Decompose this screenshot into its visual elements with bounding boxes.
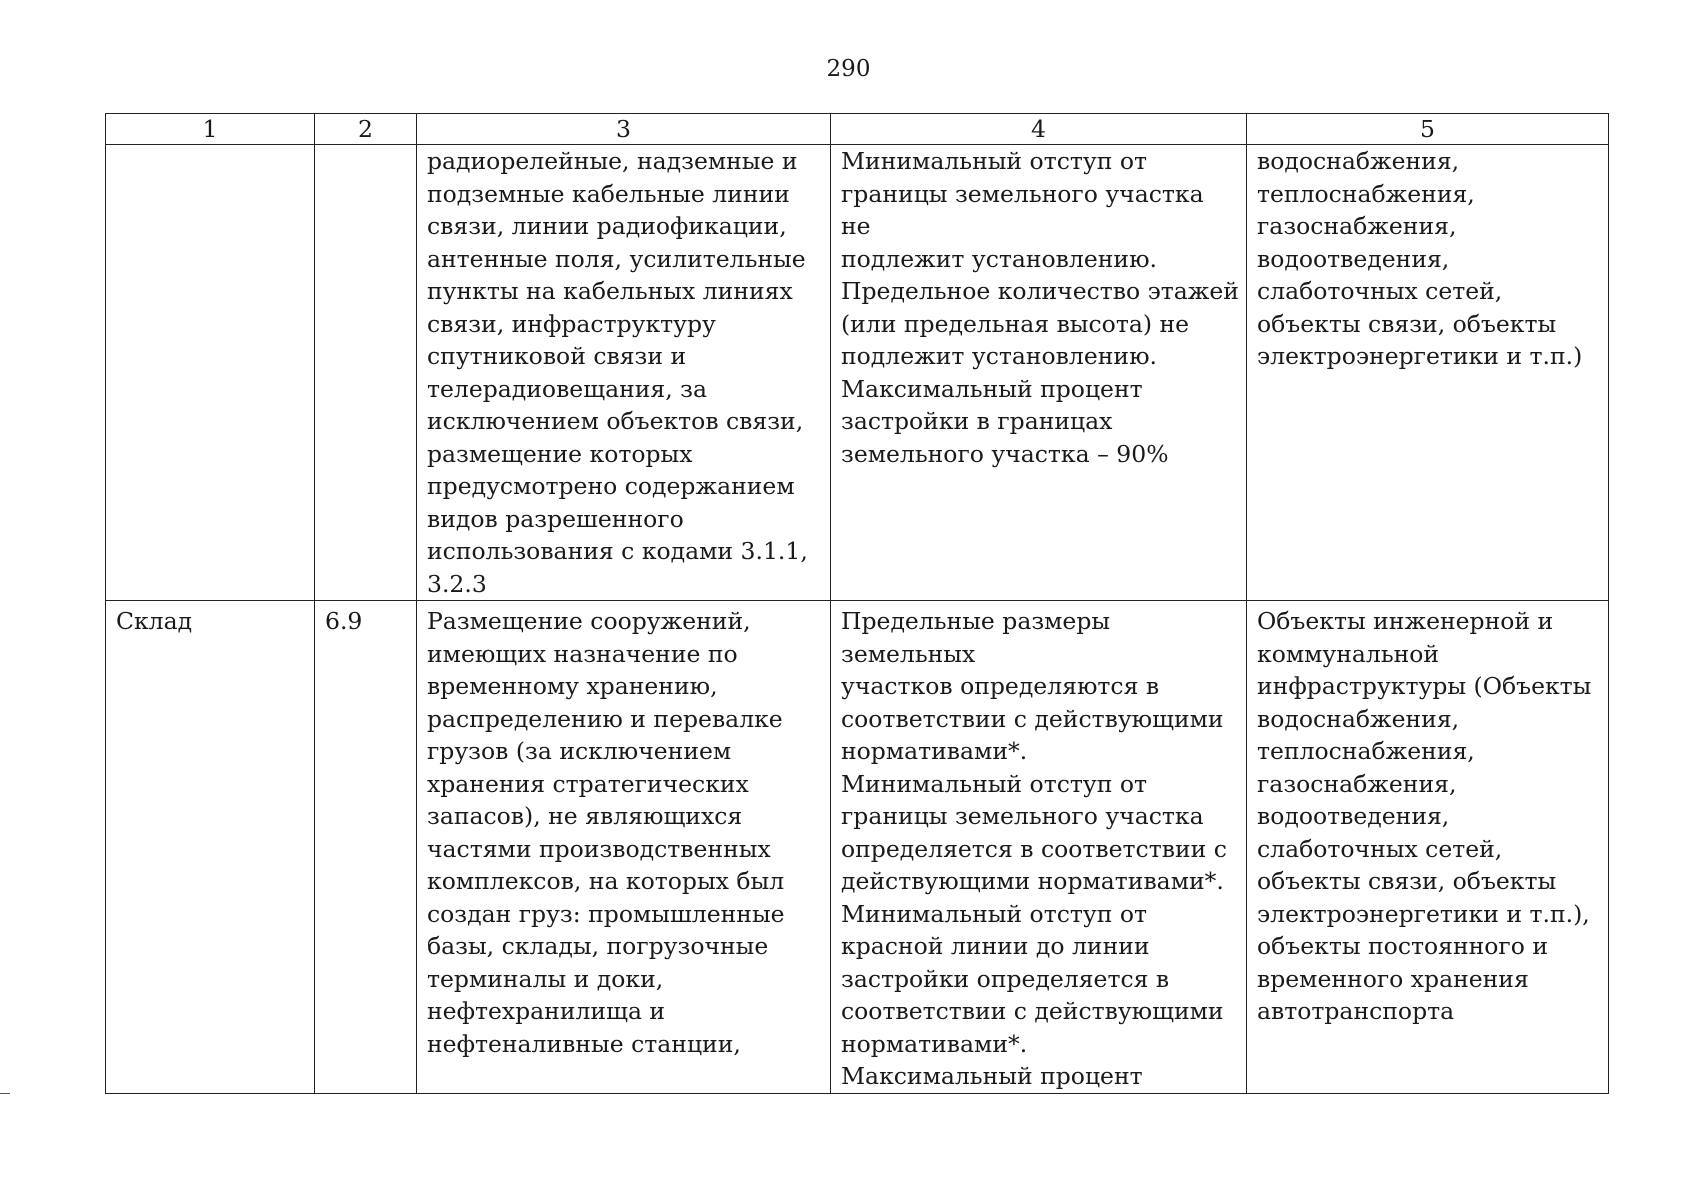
cell-parameters: Предельные размеры земельных участков определяются в соответствии с действующими нормативами*. Минимальный отступ от границы земельного участка определяется в соответствии с действующими нормативами*. Минимальный отступ от красной линии до линии застройки определяется в соответствии с действующими нормативами*. Максимальный процент [831, 601, 1247, 1094]
margin-mark [0, 1093, 10, 1094]
table-row [106, 601, 1609, 1094]
table-header-row [106, 114, 1609, 145]
cell-parameters: Минимальный отступ от границы земельного участка не подлежит установлению. Предельное количество этажей (или предельная высота) не подлежит установлению. Максимальный процент застройки в границах земельного участка – 90% [831, 145, 1247, 601]
cell-use-name [106, 145, 315, 601]
zoning-table [105, 113, 1609, 1094]
cell-use-code: 6.9 [315, 601, 417, 1094]
cell-auxiliary-uses: Объекты инженерной и коммунальной инфраструктуры (Объекты водоснабжения, теплоснабжения, газоснабжения, водоотведения, слаботочных сетей, объекты связи, объекты электроэнергетики и т.п.), объекты постоянного и временного хранения автотранспорта [1247, 601, 1609, 1094]
header-cell-1: 1 [106, 114, 315, 145]
cell-use-name: Склад [106, 601, 315, 1094]
cell-auxiliary-uses: водоснабжения, теплоснабжения, газоснабжения, водоотведения, слаботочных сетей, объекты связи, объекты электроэнергетики и т.п.) [1247, 145, 1609, 601]
header-cell-2: 2 [315, 114, 417, 145]
cell-use-description: Размещение сооружений, имеющих назначение по временному хранению, распределению и перевалке грузов (за исключением хранения стратегических запасов), не являющихся частями производственных комплексов, на которых был создан груз: промышленные базы, склады, погрузочные терминалы и доки, нефтехранилища и нефтеналивные станции, [417, 601, 831, 1094]
header-cell-4: 4 [831, 114, 1247, 145]
header-cell-3: 3 [417, 114, 831, 145]
header-cell-5: 5 [1247, 114, 1609, 145]
cell-use-description: радиорелейные, надземные и подземные кабельные линии связи, линии радиофикации, антенные поля, усилительные пункты на кабельных линиях связи, инфраструктуру спутниковой связи и телерадиовещания, за исключением объектов связи, размещение которых предусмотрено содержанием видов разрешенного использования с кодами 3.1.1, 3.2.3 [417, 145, 831, 601]
table-row [106, 145, 1609, 601]
page-number: 290 [826, 56, 871, 82]
cell-use-code [315, 145, 417, 601]
